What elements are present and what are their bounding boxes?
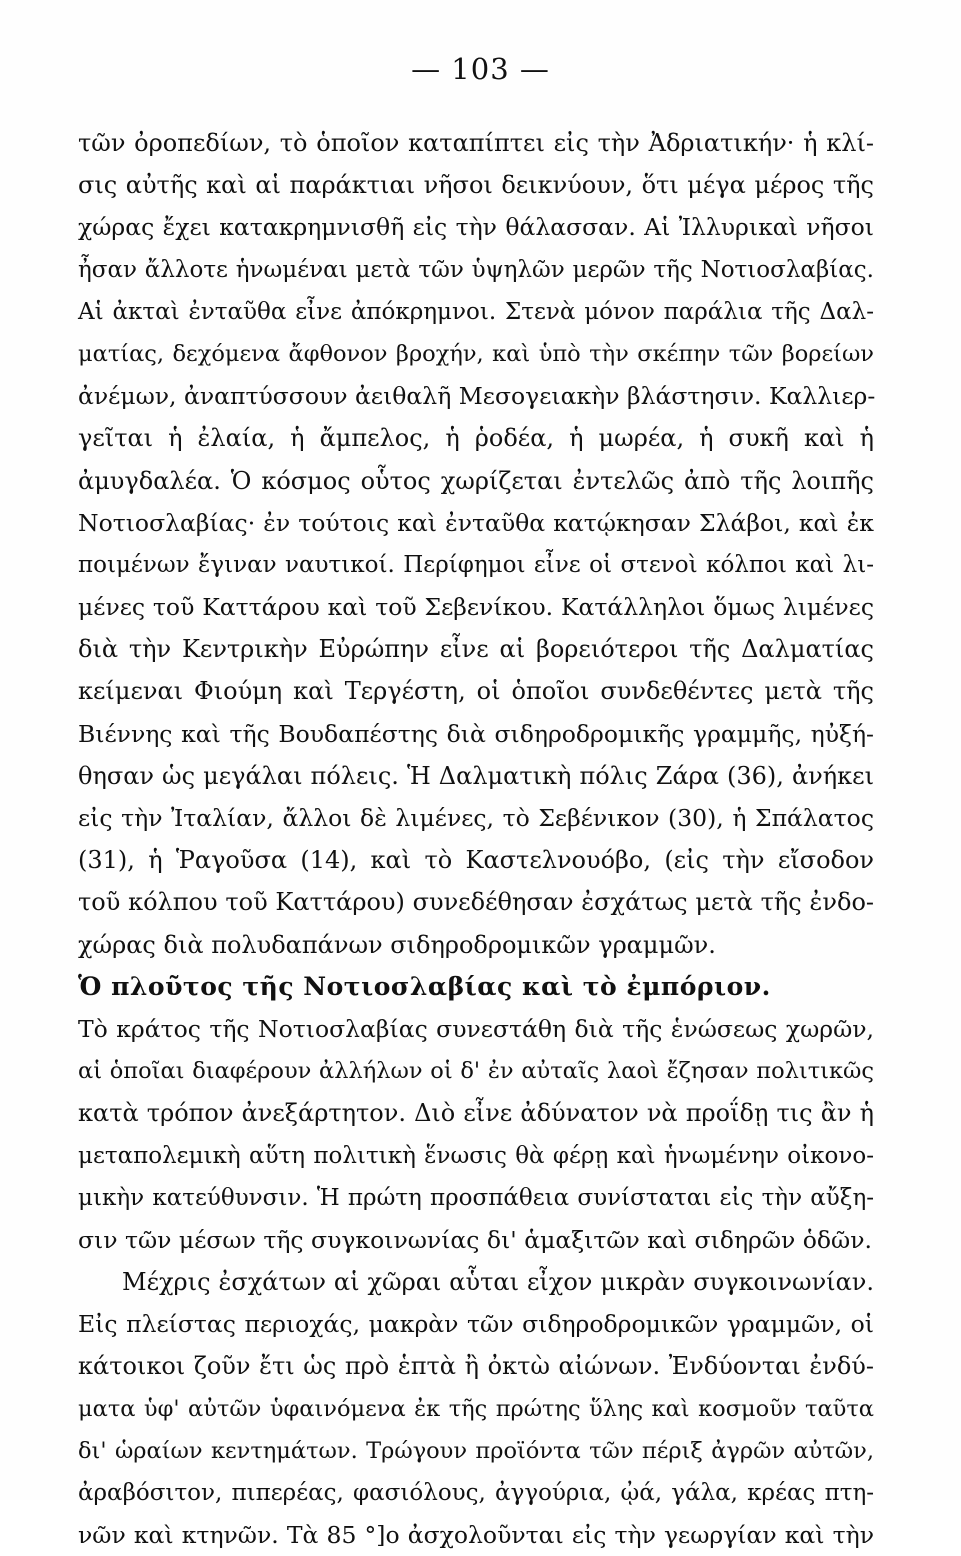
text-line: κάτοικοι ζοῦν ἔτι ὡς πρὸ ἑπτὰ ἢ ὀκτὼ αἰώνων. Ἐνδύονται ἐνδύ- <box>78 1352 874 1381</box>
text-line: μεταπολεμικὴ αὕτη πολιτικὴ ἕνωσις θὰ φέρῃ καὶ ἡνωμένην οἰκονο- <box>78 1142 874 1169</box>
text-line: ἦσαν ἄλλοτε ἡνωμέναι μετὰ τῶν ὑψηλῶν μερῶν τῆς Νοτιοσλαβίας. <box>78 256 874 283</box>
text-line: Μέχρις ἐσχάτων αἱ χῶραι αὗται εἶχον μικρὰν συγκοινωνίαν. <box>122 1268 874 1297</box>
text-line: Βιέννης καὶ τῆς Βουδαπέστης διὰ σιδηροδρομικῆς γραμμῆς, ηὐξή- <box>78 719 874 748</box>
text-line: μικὴν κατεύθυνσιν. Ἡ πρώτη προσπάθεια συνίσταται εἰς τὴν αὔξη- <box>78 1184 874 1211</box>
text-line: ἀμυγδαλέα. Ὁ κόσμος οὗτος χωρίζεται ἐντελῶς ἀπὸ τῆς λοιπῆς <box>78 466 874 495</box>
text-line: μένες τοῦ Καττάρου καὶ τοῦ Σεβενίκου. Κατάλληλοι ὅμως λιμένες <box>78 593 874 622</box>
text-line: σιν τῶν μέσων τῆς συγκοινωνίας δι' ἁμαξιτῶν καὶ σιδηρῶν ὁδῶν. <box>78 1225 872 1254</box>
text-line: γεῖται ἡ ἐλαία, ἡ ἄμπελος, ἡ ῥοδέα, ἡ μωρέα, ἡ συκῆ καὶ ἡ <box>78 424 874 453</box>
text-line: ματίας, δεχόμενα ἄφθονον βροχήν, καὶ ὑπὸ τὴν σκέπην τῶν βορείων <box>78 340 874 367</box>
text-line: ἀραβόσιτον, πιπερέας, φασιόλους, ἀγγούρια, ᾠά, γάλα, κρέας πτη- <box>78 1480 874 1506</box>
text-line: χώρας διὰ πολυδαπάνων σιδηροδρομικῶν γραμμῶν. <box>78 930 716 959</box>
text-line: εἰς τὴν Ἰταλίαν, ἄλλοι δὲ λιμένες, τὸ Σεβένικον (30), ἡ Σπάλατος <box>78 804 874 832</box>
text-line: Νοτιοσλαβίας· ἐν τούτοις καὶ ἐνταῦθα κατῴκησαν Σλάβοι, καὶ ἐκ <box>78 508 874 537</box>
text-line: Εἰς πλείστας περιοχάς, μακρὰν τῶν σιδηροδρομικῶν γραμμῶν, οἱ <box>78 1310 874 1339</box>
text-line: αἱ ὁποῖαι διαφέρουν ἀλλήλων οἱ δ' ἐν αὐταῖς λαοὶ ἔζησαν πολιτικῶς <box>78 1058 874 1085</box>
text-line: θησαν ὡς μεγάλαι πόλεις. Ἡ Δαλματικὴ πόλις Ζάρα (36), ἀνήκει <box>78 761 874 790</box>
text-line: νῶν καὶ κτηνῶν. Τὰ 85 °]ο ἀσχολοῦνται εἰς τὴν γεωργίαν καὶ τὴν <box>78 1521 874 1550</box>
text-line: δι' ὡραίων κεντημάτων. Τρώγουν προϊόντα τῶν πέριξ ἀγρῶν αὐτῶν, <box>78 1437 874 1464</box>
text-line: Αἱ ἀκταὶ ἐνταῦθα εἶνε ἀπόκρημνοι. Στενὰ μόνον παράλια τῆς Δαλ- <box>78 298 874 325</box>
text-line: ἀνέμων, ἀναπτύσσουν ἀειθαλῆ Μεσογειακὴν βλάστησιν. Καλλιερ- <box>78 382 876 411</box>
text-line: κείμεναι Φιούμη καὶ Τεργέστη, οἱ ὁποῖοι συνδεθέντες μετὰ τῆς <box>78 677 874 706</box>
body-text <box>78 122 874 1556</box>
section-heading: Ὁ πλοῦτος τῆς Νοτιοσλαβίας καὶ τὸ ἐμπόριον. <box>78 971 771 1001</box>
text-line: ματα ὑφ' αὐτῶν ὑφαινόμενα ἐκ τῆς πρώτης ὕλης καὶ κοσμοῦν ταῦτα <box>78 1395 874 1422</box>
text-line: διὰ τὴν Κεντρικὴν Εὐρώπην εἶνε αἱ βορειότεροι τῆς Δαλματίας <box>78 635 874 664</box>
text-line: ποιμένων ἔγιναν ναυτικοί. Περίφημοι εἶνε οἱ στενοὶ κόλποι καὶ λι- <box>78 551 874 578</box>
page-number: — 103 — <box>411 52 550 86</box>
text-line: (31), ἡ Ῥαγοῦσα (14), καὶ τὸ Καστελνουόβο, (εἰς τὴν εἴσοδον <box>78 846 874 875</box>
text-line: τοῦ κόλπου τοῦ Καττάρου) συνεδέθησαν ἐσχάτως μετὰ τῆς ἐνδο- <box>78 888 874 917</box>
text-line: Τὸ κράτος τῆς Νοτιοσλαβίας συνεστάθη διὰ τῆς ἑνώσεως χωρῶν, <box>78 1014 874 1043</box>
text-line: σις αὐτῆς καὶ αἱ παράκτιαι νῆσοι δεικνύουν, ὅτι μέγα μέρος τῆς <box>78 171 874 200</box>
text-line: τῶν ὀροπεδίων, τὸ ὁποῖον καταπίπτει εἰς τὴν Ἀδριατικήν· ἡ κλί- <box>78 129 874 157</box>
text-line: χώρας ἔχει κατακρημνισθῆ εἰς τὴν θάλασσαν. Αἱ Ἰλλυρικαὶ νῆσοι <box>78 213 874 242</box>
text-line: κατὰ τρόπον ἀνεξάρτητον. Διὸ εἶνε ἀδύνατον νὰ προΐδῃ τις ἂν ἡ <box>78 1099 874 1128</box>
